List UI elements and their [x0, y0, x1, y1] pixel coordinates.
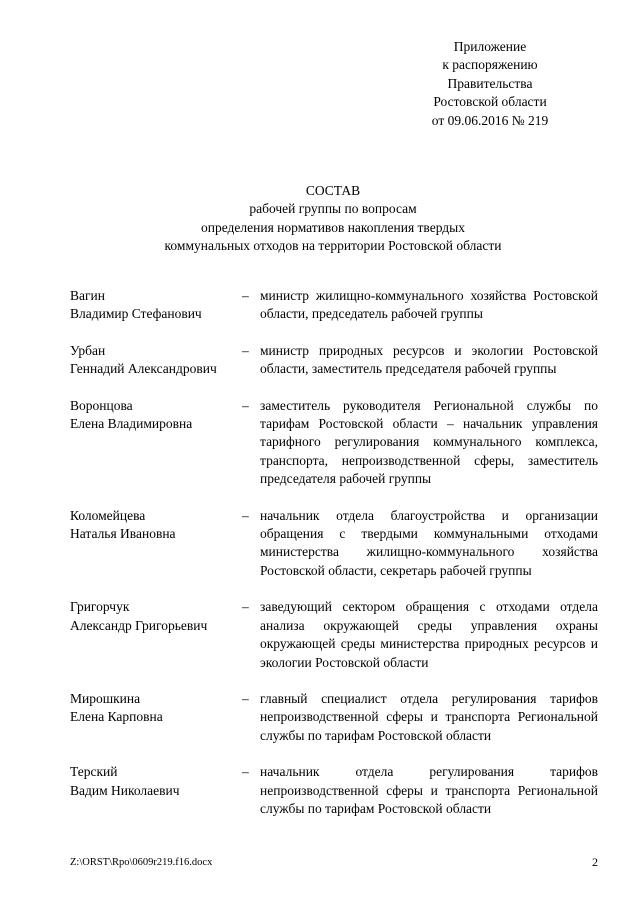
member-role: министр природных ресурсов и экологии Ростовской области, заместитель председателя рабочей группы: [260, 342, 598, 377]
member-entry: [70, 690, 598, 745]
member-surname: Воронцова: [70, 397, 133, 413]
member-name: [70, 763, 242, 818]
member-role: заместитель руководителя Региональной службы по тарифам Ростовской области – начальник управления тарифного регулирования коммунального комплекса, транспорта, непроизводственной сферы, заместитель председателя рабочей группы: [260, 397, 598, 487]
member-entry: [70, 397, 598, 489]
member-role: начальник отдела регулирования тарифов непроизводственной сферы и транспорта Региональной службы по тарифам Ростовской области: [260, 764, 598, 816]
member-entry: [70, 507, 598, 581]
member-dash: –: [242, 507, 249, 523]
member-role: министр жилищно-коммунального хозяйства Ростовской области, председатель рабочей группы: [260, 288, 598, 322]
footer-page-number: 2: [592, 855, 598, 869]
member-entry: [70, 342, 598, 379]
member-surname: Вагин: [70, 288, 105, 303]
member-name: [70, 598, 242, 672]
appendix-header: [380, 38, 600, 130]
appendix-line: к распоряжению: [442, 57, 538, 73]
member-given-name: Елена Карповна: [70, 709, 163, 725]
title-line: рабочей группы по вопросам: [249, 201, 417, 217]
appendix-line: Правительства: [447, 75, 533, 91]
member-surname: Григорчук: [70, 599, 130, 615]
member-role: начальник отдела благоустройства и организации обращения с твердыми коммунальными отходами министерства жилищно-коммунального хозяйства Ростовской области, секретарь рабочей группы: [260, 507, 598, 578]
member-surname: Терский: [70, 764, 118, 780]
member-entry: [70, 763, 598, 818]
footer-file-path: Z:\ORST\Rpo\0609r219.f16.docx: [70, 857, 213, 868]
member-given-name: Владимир Стефанович: [70, 306, 202, 322]
member-role: заведующий сектором обращения с отходами отдела анализа окружающей среды управления охраны окружающей среды министерства природных ресурсов и экологии Ростовской области: [260, 599, 598, 670]
member-surname: Мирошкина: [70, 690, 141, 706]
member-surname: Коломейцева: [70, 507, 146, 523]
member-name: [70, 342, 242, 379]
member-given-name: Наталья Ивановна: [70, 526, 176, 542]
document-title: [100, 182, 566, 256]
member-given-name: Вадим Николаевич: [70, 782, 180, 798]
member-given-name: Геннадий Александрович: [70, 361, 217, 377]
member-name: [70, 507, 242, 581]
title-heading: СОСТАВ: [305, 183, 361, 198]
title-line: определения нормативов накопления твердых: [201, 219, 465, 235]
member-dash: –: [242, 397, 249, 413]
member-dash: –: [242, 342, 249, 358]
member-name: [70, 397, 242, 489]
member-entry: [70, 598, 598, 672]
member-name: [70, 287, 242, 324]
appendix-line: от 09.06.2016 № 219: [431, 112, 549, 128]
member-given-name: Елена Владимировна: [70, 416, 193, 432]
title-line: коммунальных отходов на территории Ростовской области: [164, 238, 502, 254]
members-list: [70, 287, 598, 818]
appendix-line: Ростовской области: [433, 94, 547, 110]
member-surname: Урбан: [70, 342, 106, 358]
member-role: главный специалист отдела регулирования тарифов непроизводственной сферы и транспорта Региональной службы по тарифам Ростовской области: [260, 690, 598, 743]
appendix-line: Приложение: [453, 39, 527, 54]
member-dash: –: [242, 764, 249, 780]
member-dash: –: [242, 599, 249, 615]
member-dash: –: [242, 690, 249, 706]
member-given-name: Александр Григорьевич: [70, 617, 208, 633]
member-dash: –: [242, 288, 249, 303]
member-name: [70, 690, 242, 745]
member-entry: [70, 287, 598, 324]
